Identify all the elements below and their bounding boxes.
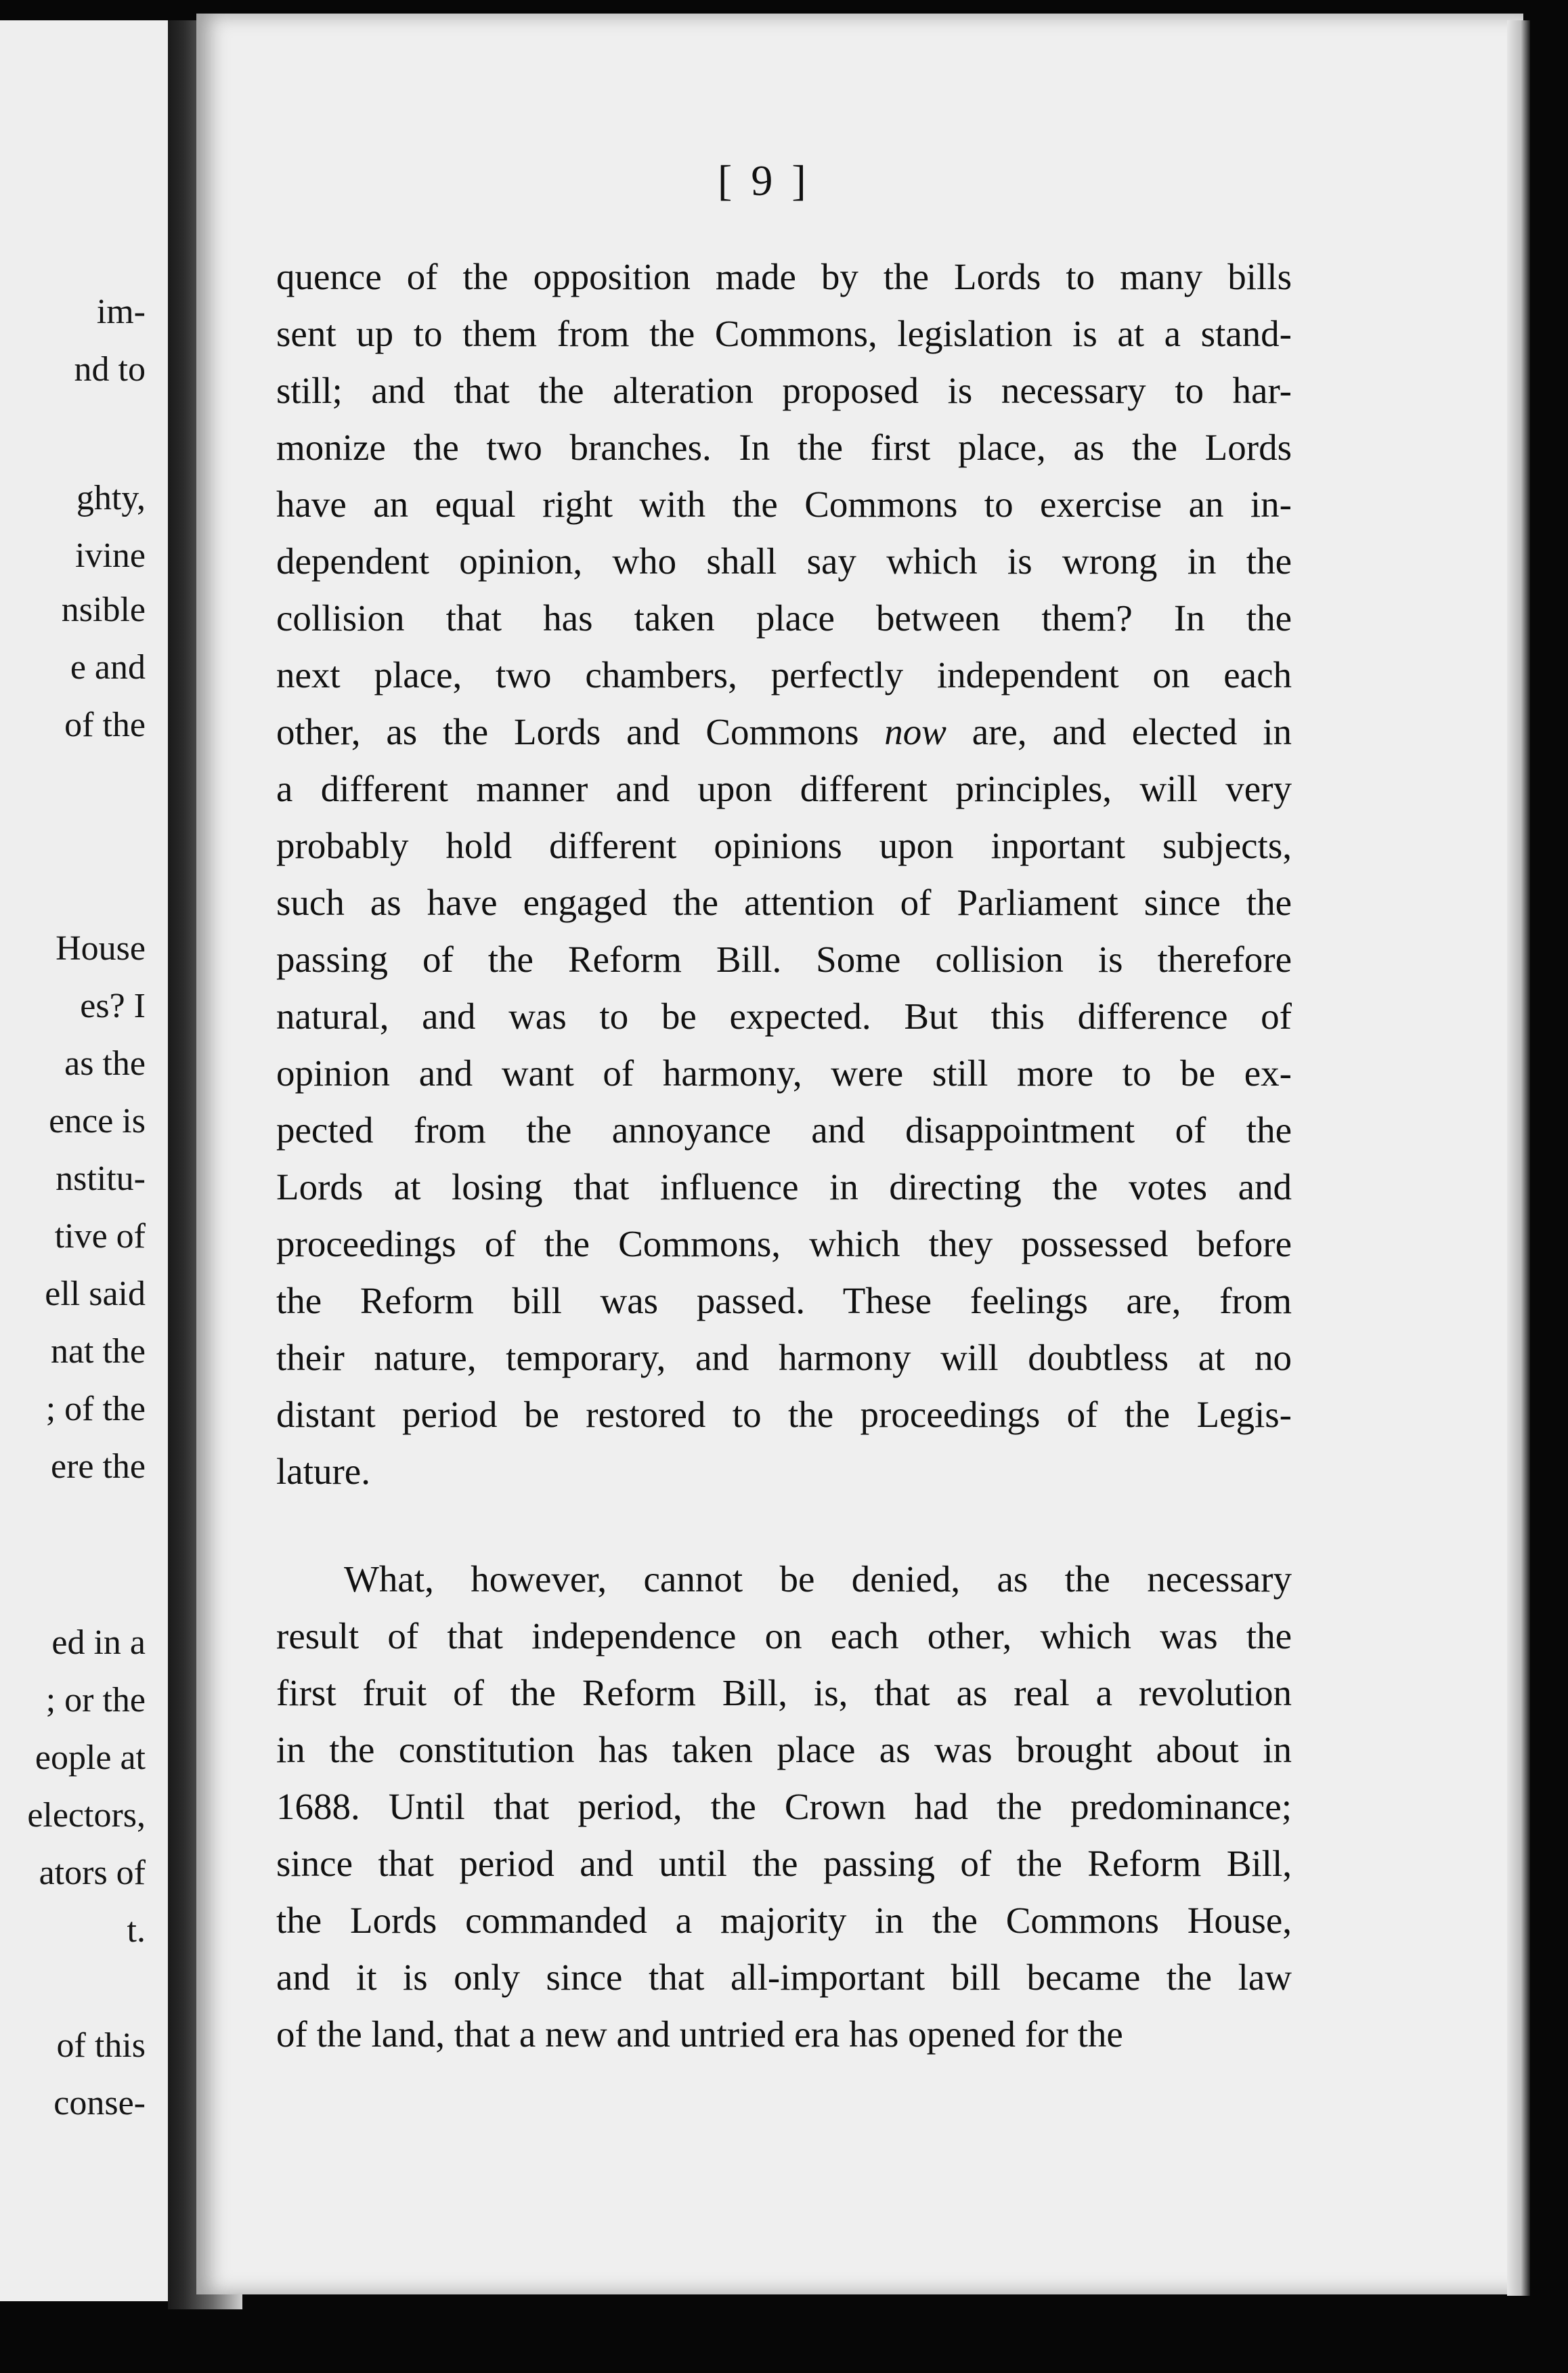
text-line: next place, two chambers, perfectly independent on each bbox=[276, 654, 1292, 696]
text-line: What, however, cannot be denied, as the necessary bbox=[344, 1558, 1292, 1600]
facing-page-line: ere the bbox=[50, 1447, 146, 1486]
facing-page-line: electors, bbox=[27, 1796, 146, 1835]
text-line: proceedings of the Commons, which they possessed before bbox=[276, 1223, 1292, 1264]
text-line: their nature, temporary, and harmony will doubtless at no bbox=[276, 1337, 1292, 1378]
text-line: in the constitution has taken place as was brought about in bbox=[276, 1729, 1292, 1770]
text-line: have an equal right with the Commons to exercise an in- bbox=[276, 484, 1292, 525]
text-line: opinion and want of harmony, were still more to be ex- bbox=[276, 1052, 1292, 1094]
text-line: since that period and until the passing of the Reform Bill, bbox=[276, 1843, 1292, 1884]
text-line: 1688. Until that period, the Crown had the predominance; bbox=[276, 1786, 1292, 1827]
page-number: [ 9 ] bbox=[718, 156, 810, 205]
facing-page-line: nat the bbox=[50, 1332, 146, 1371]
text-line: and it is only since that all-important bill became the law bbox=[276, 1957, 1292, 1998]
facing-page-line: of this bbox=[56, 2026, 146, 2065]
text-line: probably hold different opinions upon inportant subjects, bbox=[276, 825, 1292, 866]
paragraph-1 bbox=[276, 249, 1292, 1500]
facing-page-line: ators of bbox=[39, 1854, 146, 1892]
facing-page-line: conse- bbox=[53, 2084, 146, 2122]
facing-page-line: ell said bbox=[45, 1275, 146, 1313]
facing-page-line: House bbox=[56, 929, 146, 968]
text-line: first fruit of the Reform Bill, is, that as real a revolution bbox=[276, 1672, 1292, 1713]
text-line: passing of the Reform Bill. Some collision is therefore bbox=[276, 939, 1292, 980]
text-line: dependent opinion, who shall say which is wrong in the bbox=[276, 540, 1292, 582]
text-line: the Lords commanded a majority in the Commons House, bbox=[276, 1900, 1292, 1941]
facing-page-line: ed in a bbox=[51, 1623, 146, 1662]
facing-page-line: t. bbox=[127, 1911, 146, 1950]
facing-page-line: e and bbox=[70, 648, 146, 687]
facing-page-line: im- bbox=[96, 293, 146, 331]
text-line: of the land, that a new and untried era has opened for the bbox=[276, 2013, 1123, 2055]
facing-page-line: tive of bbox=[54, 1217, 146, 1256]
text-line: collision that has taken place between them? In the bbox=[276, 597, 1292, 639]
text-line: such as have engaged the attention of Parliament since the bbox=[276, 882, 1292, 923]
facing-page-line: ivine bbox=[75, 536, 146, 575]
text-line: sent up to them from the Commons, legislation is at a stand- bbox=[276, 313, 1292, 354]
facing-page-line: ence is bbox=[49, 1102, 146, 1140]
text-line: still; and that the alteration proposed is necessary to har- bbox=[276, 370, 1292, 411]
text-line: quence of the opposition made by the Lords to many bills bbox=[276, 256, 1292, 297]
facing-page-line: ; of the bbox=[45, 1390, 146, 1428]
facing-page-line: ; or the bbox=[45, 1681, 146, 1719]
text-line: the Reform bill was passed. These feelings are, from bbox=[276, 1280, 1292, 1321]
text-line: lature. bbox=[276, 1451, 370, 1492]
facing-page-line: nsible bbox=[61, 591, 146, 629]
facing-page-line: nstitu- bbox=[56, 1159, 146, 1198]
paragraph-2 bbox=[276, 1551, 1292, 2063]
text-line: Lords at losing that influence in directing the votes and bbox=[276, 1166, 1292, 1207]
facing-page-line: eople at bbox=[35, 1738, 146, 1777]
page-edge bbox=[1507, 20, 1530, 2296]
text-line: result of that independence on each other, which was the bbox=[276, 1615, 1292, 1656]
facing-page-line: of the bbox=[64, 706, 146, 744]
text-line: monize the two branches. In the first place, as the Lords bbox=[276, 427, 1292, 468]
text-line: a different manner and upon different principles, will very bbox=[276, 768, 1292, 809]
text-line: distant period be restored to the proceedings of the Legis- bbox=[276, 1394, 1292, 1435]
facing-page-line: as the bbox=[64, 1044, 146, 1083]
facing-page-line: es? I bbox=[80, 987, 146, 1025]
text-line: natural, and was to be expected. But this difference of bbox=[276, 996, 1292, 1037]
text-line: other, as the Lords and Commons now are, and elected in bbox=[276, 711, 1292, 752]
facing-page-line: nd to bbox=[74, 350, 146, 389]
facing-page-line: ghty, bbox=[76, 479, 146, 517]
text-line: pected from the annoyance and disappointment of the bbox=[276, 1109, 1292, 1151]
